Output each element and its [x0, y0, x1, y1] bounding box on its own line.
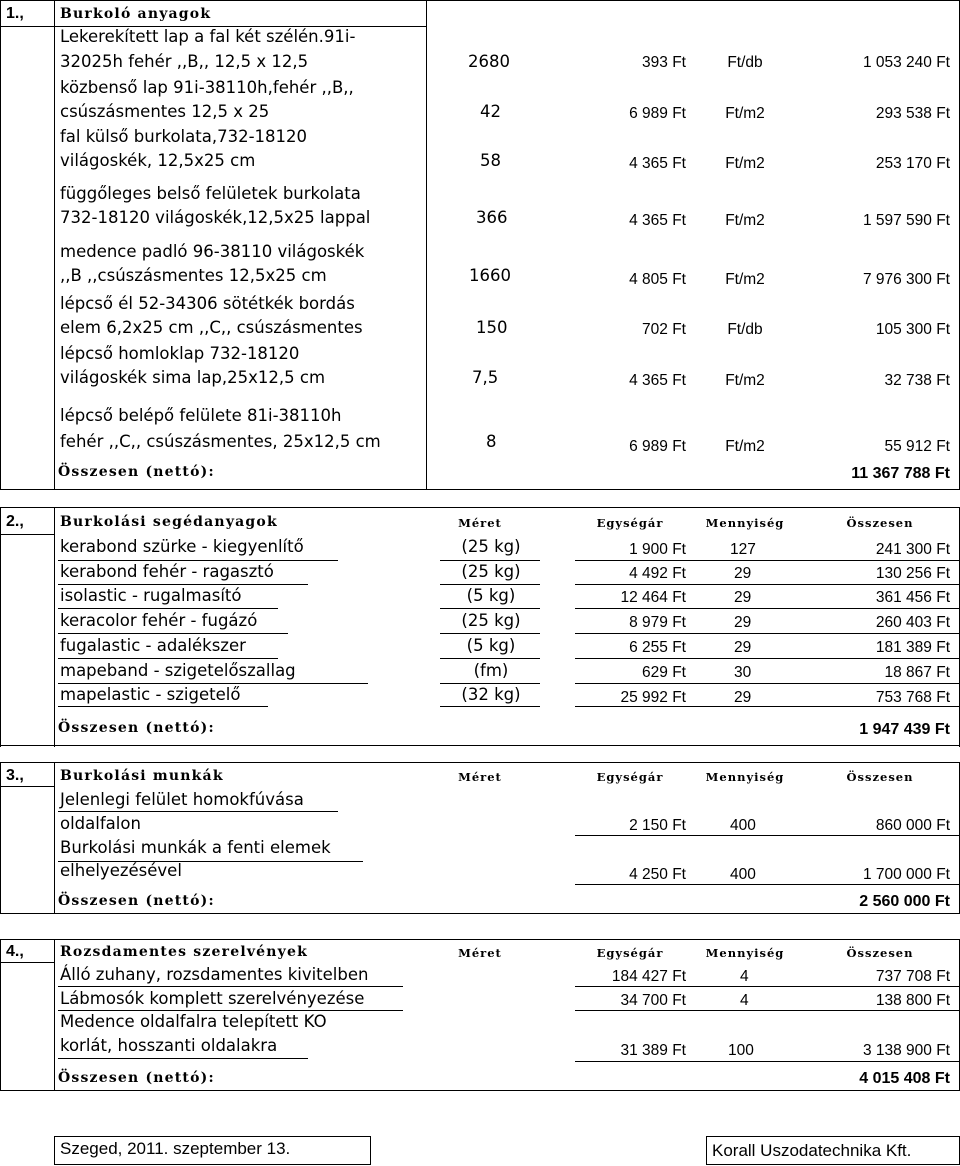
package-size: (32 kg): [461, 685, 521, 704]
package-size: (5 kg): [466, 586, 516, 605]
unit: Ft/m2: [725, 438, 765, 455]
total-label: Összesen (nettó):: [58, 720, 215, 736]
quantity: 400: [730, 866, 756, 883]
item-line-2: ,,B ,,csúszásmentes 12,5x25 cm: [60, 266, 327, 285]
row-total: 860 000 Ft: [875, 817, 950, 834]
section-title: Burkolási segédanyagok: [60, 514, 278, 530]
total-label: Összesen (nettó):: [58, 1070, 215, 1086]
unit-price: 184 427 Ft: [611, 968, 686, 985]
unit-price: 702 Ft: [642, 321, 686, 338]
quantity: 29: [734, 614, 752, 631]
section-number: 2.,: [6, 513, 24, 530]
column-header-meret: Méret: [458, 770, 502, 784]
item-line-1: Jelenlegi felület homokfúvása: [60, 790, 304, 809]
section-number: 3.,: [6, 767, 24, 784]
row-total: 1 053 240 Ft: [862, 54, 950, 71]
row-total: 7 976 300 Ft: [862, 271, 950, 288]
quantity: 100: [728, 1042, 754, 1059]
unit-price: 4 365 Ft: [629, 155, 686, 172]
total-label: Összesen (nettó):: [58, 464, 215, 480]
quantity: 127: [730, 541, 756, 558]
item-line-2: 732-18120 világoskék,12,5x25 lappal: [60, 208, 371, 227]
quantity: 4: [740, 968, 749, 985]
unit-price: 31 389 Ft: [620, 1042, 686, 1059]
quantity: 42: [480, 102, 501, 121]
unit-price: 6 255 Ft: [629, 639, 686, 656]
section-total: 1 947 439 Ft: [859, 721, 950, 738]
column-header-egysegar: Egységár: [596, 946, 664, 960]
quantity: 29: [734, 589, 752, 606]
unit-price: 2 150 Ft: [629, 817, 686, 834]
package-size: (25 kg): [461, 611, 521, 630]
column-header-egysegar: Egységár: [596, 770, 664, 784]
unit-price: 4 250 Ft: [629, 866, 686, 883]
section-total: 2 560 000 Ft: [859, 893, 950, 910]
item-line-1: fal külső burkolata,732-18120: [60, 127, 308, 146]
unit: Ft/m2: [725, 212, 765, 229]
row-total: 1 700 000 Ft: [862, 866, 950, 883]
item-line-1: Medence oldalfalra telepített KO: [60, 1012, 327, 1031]
column-header-mennyiseg: Mennyiség: [705, 946, 785, 960]
item-line-2: csúszásmentes 12,5 x 25: [60, 102, 270, 121]
quantity: 4: [740, 992, 749, 1009]
quantity: 29: [734, 689, 752, 706]
row-total: 361 456 Ft: [875, 589, 950, 606]
material-name: isolastic - rugalmasító: [60, 586, 242, 605]
material-name: mapelastic - szigetelő: [60, 685, 241, 704]
unit: Ft/m2: [725, 372, 765, 389]
row-total: 737 708 Ft: [875, 968, 950, 985]
row-total: 241 300 Ft: [875, 541, 950, 558]
row-total: 18 867 Ft: [884, 664, 950, 681]
item-line-1: Burkolási munkák a fenti elemek: [60, 838, 331, 857]
item-line-2: korlát, hosszanti oldalakra: [60, 1036, 278, 1055]
unit-price: 25 992 Ft: [620, 689, 686, 706]
total-label: Összesen (nettó):: [58, 893, 215, 909]
unit-price: 4 365 Ft: [629, 372, 686, 389]
column-header-mennyiseg: Mennyiség: [705, 516, 785, 530]
unit: Ft/db: [727, 321, 763, 338]
column-header-meret: Méret: [458, 946, 502, 960]
material-name: kerabond fehér - ragasztó: [60, 562, 274, 581]
row-total: 181 389 Ft: [875, 639, 950, 656]
item-line-1: medence padló 96-38110 világoskék: [60, 242, 365, 261]
quantity: 150: [476, 318, 508, 337]
item-line-1: lépcső homloklap 732-18120: [60, 344, 300, 363]
row-total: 3 138 900 Ft: [862, 1042, 950, 1059]
section-title: Rozsdamentes szerelvények: [60, 944, 308, 960]
quantity: 1660: [469, 266, 511, 285]
unit-price: 12 464 Ft: [620, 589, 686, 606]
section-title: Burkoló anyagok: [60, 6, 212, 22]
unit-price: 6 989 Ft: [629, 438, 686, 455]
row-total: 138 800 Ft: [875, 992, 950, 1009]
company-name: Korall Uszodatechnika Kft.: [712, 1141, 912, 1160]
material-name: keracolor fehér - fugázó: [60, 611, 258, 630]
unit-price: 6 989 Ft: [629, 105, 686, 122]
unit-price: 4 365 Ft: [629, 212, 686, 229]
item-line-2: világoskék sima lap,25x12,5 cm: [60, 368, 326, 387]
unit: Ft/m2: [725, 155, 765, 172]
material-name: mapeband - szigetelőszallag: [60, 661, 296, 680]
unit: Ft/db: [727, 54, 763, 71]
section-number: 1.,: [6, 5, 24, 22]
column-header-osszesen: Összesen: [846, 516, 914, 530]
item-line-2: elhelyezésével: [60, 861, 182, 880]
material-name: fugalastic - adalékszer: [60, 636, 246, 655]
quantity: 2680: [468, 52, 510, 71]
unit-price: 1 900 Ft: [629, 541, 686, 558]
unit: Ft/m2: [725, 105, 765, 122]
item-line-1: függőleges belső felületek burkolata: [60, 184, 361, 203]
row-total: 130 256 Ft: [875, 565, 950, 582]
row-total: 105 300 Ft: [875, 321, 950, 338]
unit-price: 34 700 Ft: [620, 992, 686, 1009]
unit-price: 4 805 Ft: [629, 271, 686, 288]
quantity: 29: [734, 639, 752, 656]
unit-price: 8 979 Ft: [629, 614, 686, 631]
column-header-meret: Méret: [458, 516, 502, 530]
quantity: 29: [734, 565, 752, 582]
column-header-osszesen: Összesen: [846, 946, 914, 960]
item-line-2: 32025h fehér ,,B,, 12,5 x 12,5: [60, 52, 309, 71]
item-line-1: közbenső lap 91i-38110h,fehér ,,B,,: [60, 78, 354, 97]
section-title: Burkolási munkák: [60, 768, 224, 784]
column-header-mennyiseg: Mennyiség: [705, 770, 785, 784]
item-line-2: oldalfalon: [60, 814, 141, 833]
column-header-egysegar: Egységár: [596, 516, 664, 530]
row-total: 1 597 590 Ft: [862, 212, 950, 229]
unit-price: 393 Ft: [642, 54, 686, 71]
row-total: 293 538 Ft: [875, 105, 950, 122]
quantity: 7,5: [472, 368, 499, 387]
quantity: 30: [734, 664, 752, 681]
row-total: 55 912 Ft: [884, 438, 950, 455]
quantity: 58: [480, 151, 501, 170]
row-total: 753 768 Ft: [875, 689, 950, 706]
row-total: 32 738 Ft: [884, 372, 950, 389]
item-line-1: Álló zuhany, rozsdamentes kivitelben: [60, 965, 369, 984]
item-line-1: lépcső belépő felülete 81i-38110h: [60, 406, 342, 425]
package-size: (5 kg): [466, 636, 516, 655]
item-line-2: fehér ,,C,, csúszásmentes, 25x12,5 cm: [60, 432, 381, 451]
row-total: 253 170 Ft: [875, 155, 950, 172]
item-line-2: világoskék, 12,5x25 cm: [60, 151, 256, 170]
item-line-1: lépcső él 52-34306 sötétkék bordás: [60, 294, 355, 313]
quantity: 400: [730, 817, 756, 834]
quantity: 8: [486, 432, 497, 451]
item-line-1: Lábmosók komplett szerelvényezése: [60, 989, 365, 1008]
unit-price: 629 Ft: [642, 664, 686, 681]
row-total: 260 403 Ft: [875, 614, 950, 631]
package-size: (fm): [473, 661, 509, 680]
section-total: 4 015 408 Ft: [859, 1070, 950, 1087]
item-line-1: Lekerekített lap a fal két szélén.91i-: [60, 27, 356, 46]
package-size: (25 kg): [461, 562, 521, 581]
section-number: 4.,: [6, 943, 24, 960]
material-name: kerabond szürke - kiegyenlítő: [60, 537, 304, 556]
section-total: 11 367 788 Ft: [851, 465, 950, 482]
unit-price: 4 492 Ft: [629, 565, 686, 582]
unit: Ft/m2: [725, 271, 765, 288]
package-size: (25 kg): [461, 537, 521, 556]
place-date: Szeged, 2011. szeptember 13.: [60, 1139, 291, 1158]
column-header-osszesen: Összesen: [846, 770, 914, 784]
quantity: 366: [476, 208, 508, 227]
item-line-2: elem 6,2x25 cm ,,C,, csúszásmentes: [60, 318, 363, 337]
